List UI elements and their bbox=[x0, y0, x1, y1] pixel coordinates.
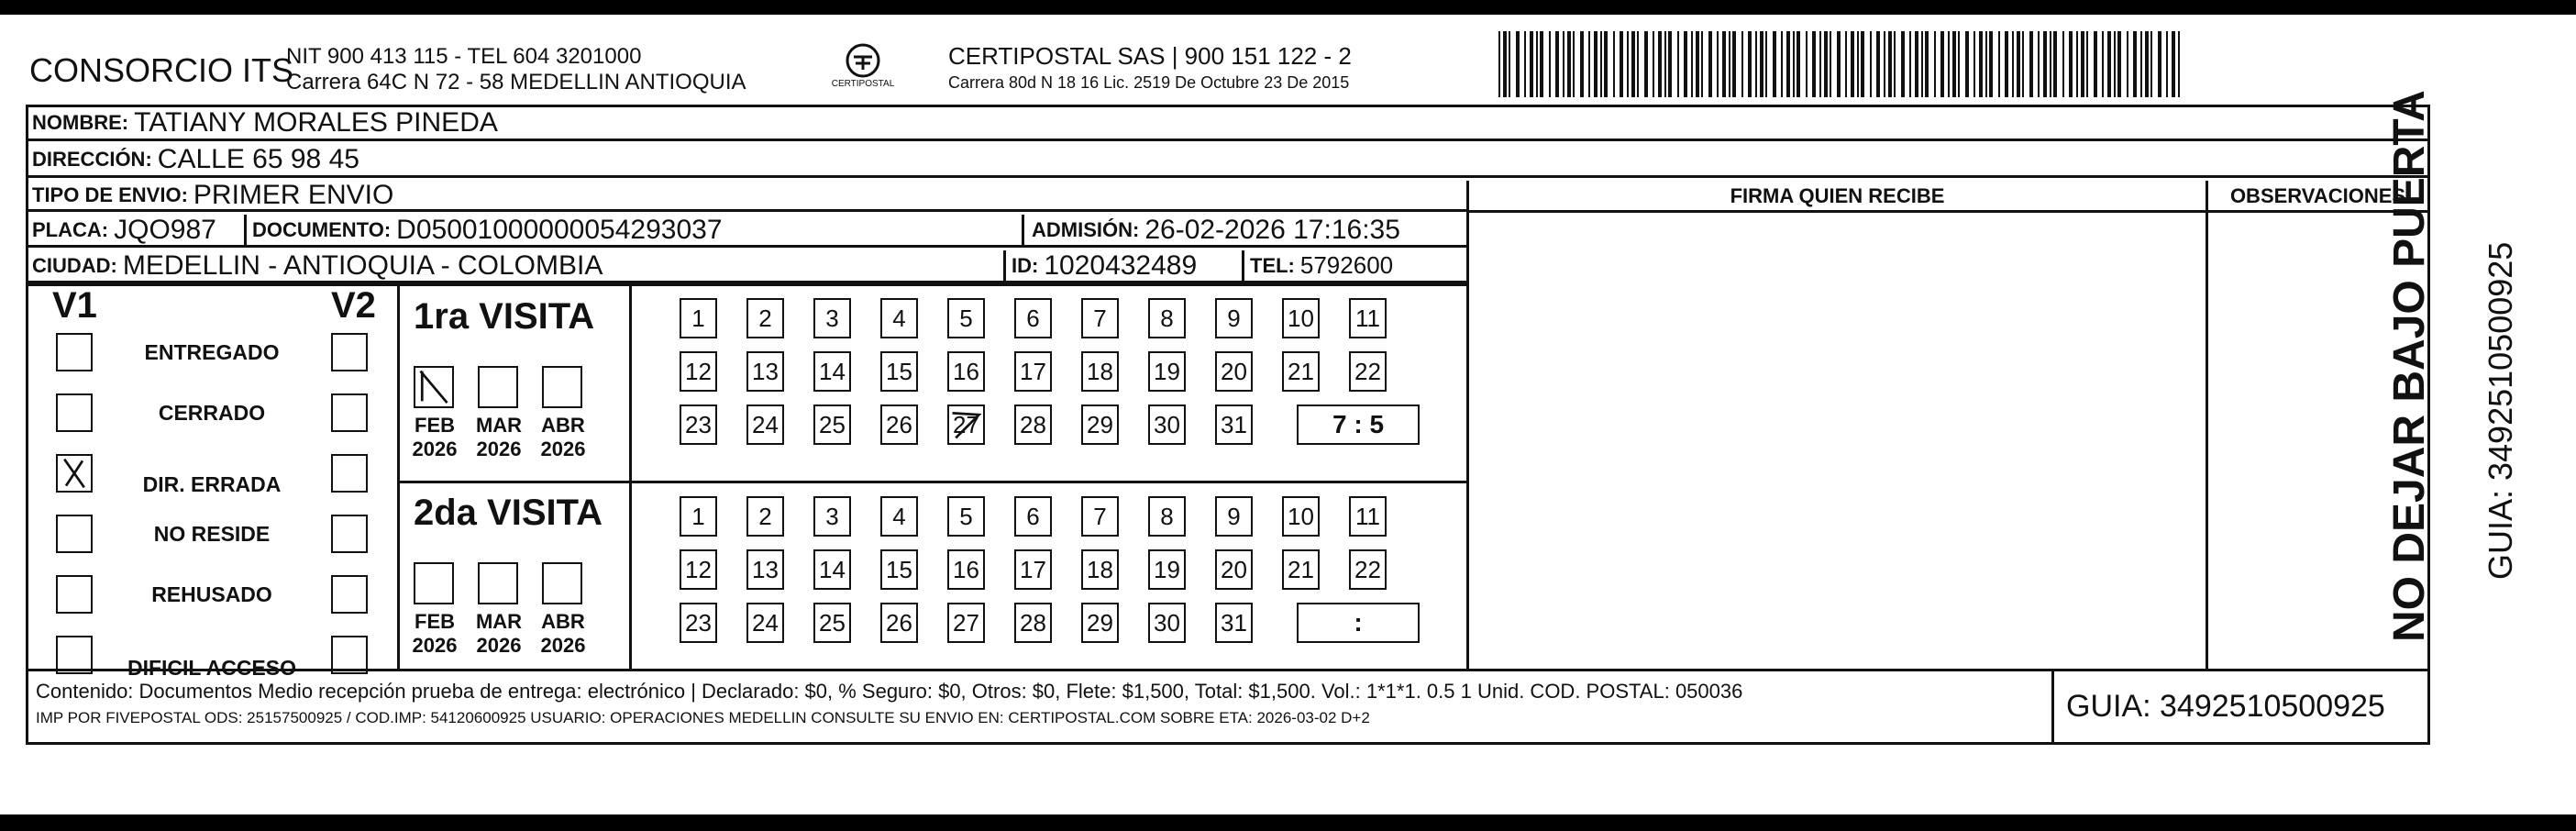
day-box[interactable]: 16 bbox=[947, 351, 985, 392]
month-label bbox=[467, 414, 531, 461]
month-year: 2026 bbox=[412, 438, 458, 460]
day-box[interactable]: 18 bbox=[1081, 351, 1119, 392]
direccion-label: DIRECCIÓN: bbox=[32, 148, 152, 171]
time-box[interactable]: 7 : 5 bbox=[1297, 404, 1420, 445]
day-box[interactable]: 26 bbox=[880, 404, 918, 445]
v1-checkbox[interactable] bbox=[56, 393, 93, 432]
day-box[interactable]: 11 bbox=[1349, 298, 1387, 338]
bottom-border bbox=[0, 814, 2576, 831]
ciudad-value: MEDELLIN - ANTIOQUIA - COLOMBIA bbox=[122, 249, 603, 281]
day-box[interactable]: 20 bbox=[1215, 549, 1253, 590]
company-address: Carrera 64C N 72 - 58 MEDELLIN ANTIOQUIA bbox=[286, 70, 746, 94]
admision-label: ADMISIÓN: bbox=[1032, 217, 1140, 241]
footer-guia-divider bbox=[2051, 669, 2054, 742]
day-box[interactable]: 26 bbox=[880, 603, 918, 643]
placa-value: JQO987 bbox=[114, 214, 216, 245]
v1-checkbox[interactable] bbox=[56, 515, 93, 553]
row-direccion bbox=[28, 144, 2427, 178]
day-box[interactable]: 7 bbox=[1081, 496, 1119, 537]
day-box[interactable]: 20 bbox=[1215, 351, 1253, 392]
month-checkbox[interactable] bbox=[542, 562, 582, 604]
day-box[interactable]: 2 bbox=[746, 298, 784, 338]
month-checkbox[interactable] bbox=[478, 562, 518, 604]
documento-value: D05001000000054293037 bbox=[396, 214, 723, 245]
month-label bbox=[403, 414, 467, 461]
day-box[interactable]: 9 bbox=[1215, 298, 1253, 338]
firma-divider bbox=[1466, 181, 1469, 671]
id-value: 1020432489 bbox=[1044, 249, 1198, 281]
day-box[interactable]: 17 bbox=[1014, 351, 1052, 392]
day-box[interactable]: 12 bbox=[680, 351, 717, 392]
no-dejar-bajo-puerta: NO DEJAR BAJO PUERTA bbox=[2385, 90, 2434, 642]
ciudad-label: CIUDAD: bbox=[32, 253, 117, 277]
logo-text: CERTIPOSTAL bbox=[831, 79, 895, 89]
day-box[interactable]: 29 bbox=[1081, 603, 1119, 643]
admision-value: 26-02-2026 17:16:35 bbox=[1144, 214, 1400, 245]
month-name: ABR bbox=[541, 414, 585, 437]
day-box[interactable]: 27 bbox=[947, 603, 985, 643]
day-box[interactable]: 1 bbox=[680, 496, 717, 537]
month-checkbox[interactable] bbox=[542, 366, 582, 408]
documento-label: DOCUMENTO: bbox=[252, 217, 392, 241]
day-box[interactable]: 28 bbox=[1014, 603, 1052, 643]
row-nombre bbox=[28, 107, 2427, 141]
day-box[interactable]: 12 bbox=[680, 549, 717, 590]
day-box[interactable]: 9 bbox=[1215, 496, 1253, 537]
tel-label: TEL: bbox=[1250, 253, 1295, 277]
month-name: MAR bbox=[475, 414, 523, 437]
v1-label: V1 bbox=[52, 285, 97, 326]
footer-line bbox=[28, 669, 2427, 671]
day-box[interactable]: 14 bbox=[813, 549, 851, 590]
day-box[interactable]: 10 bbox=[1282, 496, 1320, 537]
v2-checkbox[interactable] bbox=[331, 393, 368, 432]
day-box[interactable]: 13 bbox=[746, 549, 784, 590]
top-border bbox=[0, 0, 2576, 15]
v2-checkbox[interactable] bbox=[331, 454, 368, 493]
month-checkbox[interactable] bbox=[414, 562, 454, 604]
day-box[interactable]: 8 bbox=[1148, 298, 1186, 338]
day-box[interactable]: 30 bbox=[1148, 603, 1186, 643]
month-year: 2026 bbox=[540, 438, 586, 460]
day-box[interactable]: 31 bbox=[1215, 404, 1253, 445]
status-label: NO RESIDE bbox=[153, 522, 271, 546]
observaciones-header: OBSERVACIONES bbox=[2229, 184, 2406, 207]
month-checkbox[interactable] bbox=[478, 366, 518, 408]
day-box[interactable]: 5 bbox=[947, 496, 985, 537]
month-label bbox=[403, 610, 467, 658]
day-box[interactable]: 2 bbox=[746, 496, 784, 537]
id-label: ID: bbox=[1012, 253, 1039, 277]
grid-top-line bbox=[28, 283, 1468, 286]
v1-checkbox[interactable] bbox=[56, 636, 93, 674]
month-year: 2026 bbox=[476, 438, 522, 460]
month-label bbox=[467, 610, 531, 658]
footer-content: Contenido: Documentos Medio recepción prueba de entrega: electrónico | Declarado: $0, % Seguro: $0, Otros: $0, Flete: $1,500, Total: $1,500. Vol.: 1*1*1. 0.5 1 Unid. COD. POSTAL: 050036 bbox=[36, 680, 1743, 703]
month-name: FEB bbox=[415, 610, 455, 633]
side-guia: GUIA: 3492510500925 bbox=[2482, 241, 2519, 580]
day-box[interactable]: 10 bbox=[1282, 298, 1320, 338]
row-placa bbox=[28, 215, 1468, 248]
day-box[interactable]: 21 bbox=[1282, 351, 1320, 392]
tipo-label: TIPO DE ENVIO: bbox=[32, 183, 188, 206]
day-box[interactable]: 11 bbox=[1349, 496, 1387, 537]
day-box[interactable]: 29 bbox=[1081, 404, 1119, 445]
day-box[interactable]: 4 bbox=[880, 298, 918, 338]
day-box[interactable]: 19 bbox=[1148, 549, 1186, 590]
day-box[interactable]: 19 bbox=[1148, 351, 1186, 392]
day-box[interactable]: 31 bbox=[1215, 603, 1253, 643]
placa-label: PLACA: bbox=[32, 217, 109, 241]
day-box[interactable]: 15 bbox=[880, 351, 918, 392]
status-label: DIFICIL ACCESO bbox=[127, 656, 296, 680]
day-box[interactable]: 28 bbox=[1014, 404, 1052, 445]
obs-divider bbox=[2206, 181, 2208, 671]
month-label bbox=[531, 610, 595, 658]
status-label: DIR. ERRADA bbox=[142, 472, 282, 496]
day-box[interactable]: 5 bbox=[947, 298, 985, 338]
status-label: REHUSADO bbox=[151, 582, 272, 606]
month-name: ABR bbox=[541, 610, 585, 633]
v2-label: V2 bbox=[331, 285, 376, 326]
month-name: MAR bbox=[475, 610, 523, 633]
day-box[interactable]: 7 bbox=[1081, 298, 1119, 338]
month-checkbox[interactable] bbox=[414, 366, 454, 408]
day-box[interactable]: 1 bbox=[680, 298, 717, 338]
month-label bbox=[531, 414, 595, 461]
day-box[interactable]: 18 bbox=[1081, 549, 1119, 590]
day-number: 27 bbox=[953, 410, 979, 438]
visit-divider bbox=[400, 481, 1468, 483]
status-label: ENTREGADO bbox=[144, 340, 280, 364]
day-box[interactable]: 17 bbox=[1014, 549, 1052, 590]
day-box[interactable]: 4 bbox=[880, 496, 918, 537]
company-nit: NIT 900 413 115 - TEL 604 3201000 bbox=[286, 44, 642, 69]
day-box[interactable]: 6 bbox=[1014, 496, 1052, 537]
footer-print-info: IMP POR FIVEPOSTAL ODS: 25157500925 / COD.IMP: 54120600925 USUARIO: OPERACIONES MEDELLIN CONSULTE SU ENVIO EN: CERTIPOSTAL.COM SOBRE ETA: 2026-03-02 D+2 bbox=[36, 709, 1370, 726]
day-box[interactable]: 25 bbox=[813, 603, 851, 643]
day-box[interactable]: 25 bbox=[813, 404, 851, 445]
shipping-form bbox=[26, 105, 2430, 745]
tipo-value: PRIMER ENVIO bbox=[193, 179, 394, 210]
visit2-title: 2da VISITA bbox=[414, 493, 603, 533]
day-box[interactable] bbox=[947, 404, 985, 445]
firma-header: FIRMA QUIEN RECIBE bbox=[1730, 184, 1945, 207]
direccion-value: CALLE 65 98 45 bbox=[157, 144, 359, 174]
nombre-value: TATIANY MORALES PINEDA bbox=[134, 107, 498, 138]
day-box[interactable]: 8 bbox=[1148, 496, 1186, 537]
v1-checkbox[interactable] bbox=[56, 333, 93, 371]
footer-guia: GUIA: 3492510500925 bbox=[2066, 689, 2385, 724]
carrier-address: Carrera 80d N 18 16 Lic. 2519 De Octubre 23 De 2015 bbox=[948, 73, 1350, 92]
certipostal-logo bbox=[824, 39, 902, 103]
v2-checkbox[interactable] bbox=[331, 333, 368, 371]
month-divider bbox=[629, 286, 632, 671]
day-box[interactable]: 24 bbox=[746, 603, 784, 643]
time-box[interactable]: : bbox=[1297, 603, 1420, 643]
day-box[interactable]: 22 bbox=[1349, 351, 1387, 392]
status-divider bbox=[397, 286, 400, 671]
visit1-title: 1ra VISITA bbox=[414, 296, 595, 337]
tel-value: 5792600 bbox=[1299, 251, 1394, 279]
carrier-name: CERTIPOSTAL SAS | 900 151 122 - 2 bbox=[948, 42, 1352, 70]
day-box[interactable]: 3 bbox=[813, 496, 851, 537]
v2-checkbox[interactable] bbox=[331, 575, 368, 614]
day-box[interactable]: 15 bbox=[880, 549, 918, 590]
day-box[interactable]: 23 bbox=[680, 404, 717, 445]
v1-checkbox[interactable] bbox=[56, 575, 93, 614]
v2-checkbox[interactable] bbox=[331, 515, 368, 553]
v1-checkbox[interactable] bbox=[56, 454, 93, 493]
row-ciudad bbox=[28, 250, 1468, 283]
day-box[interactable]: 24 bbox=[746, 404, 784, 445]
day-box[interactable]: 21 bbox=[1282, 549, 1320, 590]
month-year: 2026 bbox=[540, 634, 586, 657]
day-box[interactable]: 23 bbox=[680, 603, 717, 643]
row-tipo bbox=[28, 181, 1468, 212]
day-box[interactable]: 6 bbox=[1014, 298, 1052, 338]
month-name: FEB bbox=[415, 414, 455, 437]
month-year: 2026 bbox=[412, 634, 458, 657]
day-box[interactable]: 22 bbox=[1349, 549, 1387, 590]
nombre-label: NOMBRE: bbox=[32, 111, 129, 134]
day-box[interactable]: 16 bbox=[947, 549, 985, 590]
day-box[interactable]: 30 bbox=[1148, 404, 1186, 445]
month-year: 2026 bbox=[476, 634, 522, 657]
barcode bbox=[1498, 31, 2181, 97]
v2-checkbox[interactable] bbox=[331, 636, 368, 674]
day-box[interactable]: 3 bbox=[813, 298, 851, 338]
day-box[interactable]: 13 bbox=[746, 351, 784, 392]
status-label: CERRADO bbox=[158, 401, 266, 425]
day-box[interactable]: 14 bbox=[813, 351, 851, 392]
company-name: CONSORCIO ITS bbox=[29, 51, 294, 89]
columns-head-line bbox=[1469, 210, 2427, 213]
